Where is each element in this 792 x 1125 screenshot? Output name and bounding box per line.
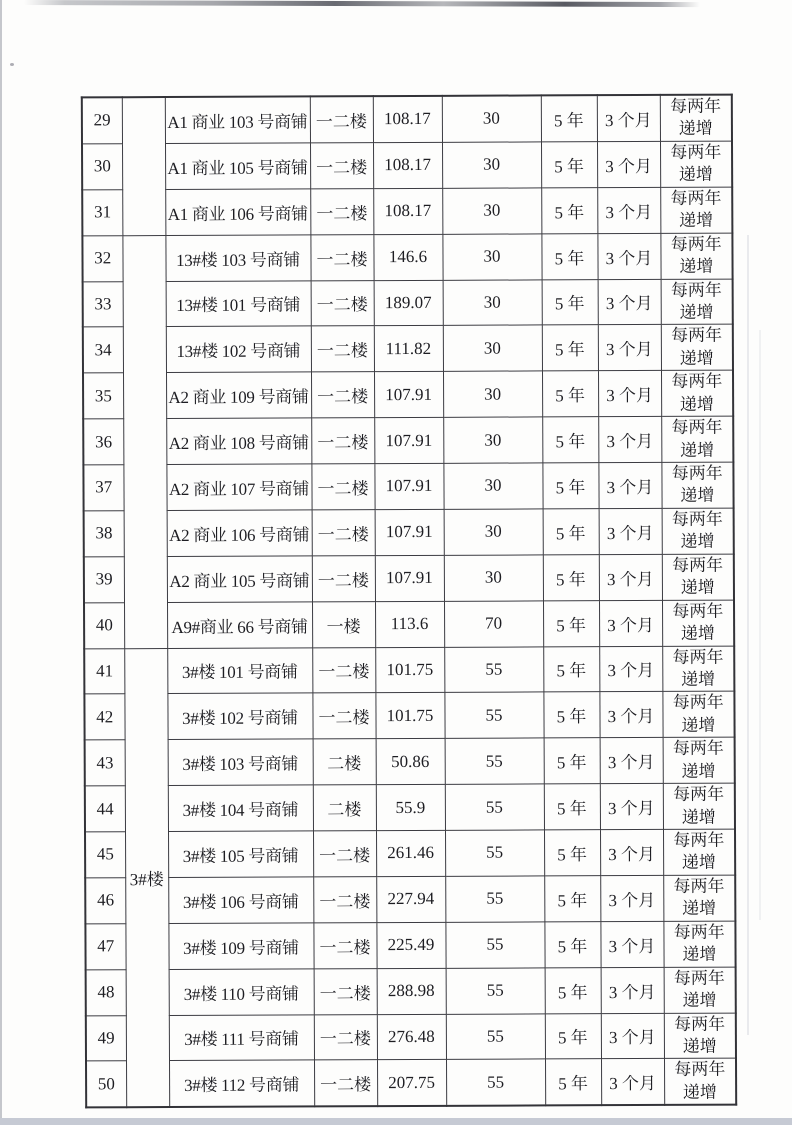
scan-streak [759, 330, 761, 920]
cell-shop-name: A2 商业 106 号商铺 [167, 510, 312, 557]
table-row [82, 95, 732, 144]
cell-increase: 每两年 递增 [663, 783, 735, 829]
cell-floor: 一二楼 [313, 877, 376, 923]
cell-floor: 一二楼 [314, 1014, 377, 1060]
cell-floor: 一二楼 [311, 372, 374, 418]
cell-lease-term: 5 年 [544, 738, 600, 784]
cell-area: 107.91 [374, 463, 443, 509]
table-row [86, 1058, 736, 1107]
cell-col6-value: 30 [444, 509, 543, 555]
cell-row-no: 43 [85, 740, 125, 786]
cell-col6-value: 55 [445, 830, 544, 876]
cell-lease-term: 5 年 [545, 1059, 601, 1106]
cell-lease-term: 5 年 [541, 142, 597, 188]
cell-period: 3 个月 [599, 692, 662, 738]
cell-col6-value: 30 [444, 555, 543, 601]
cell-increase: 每两年 递增 [661, 416, 733, 462]
cell-lease-term: 5 年 [543, 509, 599, 555]
table-row [84, 554, 734, 603]
scan-edge-bottom [0, 1118, 792, 1125]
cell-lease-term: 5 年 [543, 646, 599, 692]
cell-shop-name: 3#楼 102 号商铺 [167, 693, 312, 740]
cell-period: 3 个月 [600, 829, 663, 875]
cell-area: 50.86 [376, 739, 445, 785]
scan-smudge [10, 63, 14, 66]
cell-floor: 一二楼 [310, 143, 373, 189]
cell-lease-term: 5 年 [544, 830, 600, 876]
cell-row-no: 49 [86, 1015, 126, 1061]
table-row [83, 416, 733, 465]
cell-floor: 一二楼 [311, 418, 374, 464]
cell-lease-term: 5 年 [542, 279, 598, 325]
table-row [84, 600, 734, 649]
cell-area: 276.48 [377, 1014, 446, 1060]
cell-col6-value: 30 [443, 463, 542, 509]
cell-shop-name: A2 商业 108 号商铺 [166, 418, 311, 465]
cell-row-no: 45 [85, 832, 125, 878]
cell-period: 3 个月 [601, 967, 664, 1013]
table-row [85, 875, 735, 924]
cell-period: 3 个月 [599, 646, 662, 692]
table-row [83, 279, 733, 328]
cell-col6-value: 55 [445, 784, 544, 830]
cell-area: 261.46 [376, 830, 445, 876]
cell-area: 107.91 [374, 417, 443, 463]
cell-row-no: 50 [86, 1061, 126, 1108]
cell-lease-term: 5 年 [544, 784, 600, 830]
cell-period: 3 个月 [597, 141, 660, 187]
cell-increase: 每两年 递增 [662, 646, 734, 692]
cell-floor: 一二楼 [313, 922, 376, 968]
cell-increase: 每两年 递增 [663, 921, 735, 967]
cell-floor: 一二楼 [312, 555, 375, 601]
lease-table-body [82, 95, 736, 1108]
cell-increase: 每两年 递增 [663, 875, 735, 921]
cell-floor: 一二楼 [312, 647, 375, 693]
cell-area: 111.82 [374, 326, 443, 372]
cell-area: 288.98 [377, 968, 446, 1014]
table-row [85, 829, 735, 878]
shop-lease-table [81, 94, 737, 1109]
cell-floor: 一二楼 [310, 188, 373, 234]
table-row [85, 921, 735, 970]
cell-area: 227.94 [376, 876, 445, 922]
cell-col6-value: 55 [444, 692, 543, 738]
cell-area: 101.75 [375, 647, 444, 693]
cell-shop-name: 3#楼 101 号商铺 [167, 647, 312, 694]
table-row [86, 967, 736, 1016]
cell-floor: 一二楼 [313, 831, 376, 877]
cell-increase: 每两年 递增 [662, 554, 734, 600]
cell-area: 225.49 [376, 922, 445, 968]
cell-lease-term: 5 年 [542, 325, 598, 371]
cell-floor: 二楼 [313, 739, 376, 785]
cell-row-no: 39 [84, 556, 124, 602]
cell-period: 3 个月 [598, 325, 661, 371]
cell-lease-term: 5 年 [544, 876, 600, 922]
cell-lease-term: 5 年 [543, 692, 599, 738]
cell-shop-name: 3#楼 105 号商铺 [168, 831, 313, 878]
cell-area: 207.75 [377, 1060, 446, 1107]
cell-col6-value: 55 [445, 922, 544, 968]
cell-floor: 一二楼 [312, 510, 375, 556]
cell-area: 108.17 [373, 188, 442, 234]
cell-col6-value: 55 [446, 1013, 545, 1059]
cell-increase: 每两年 递增 [663, 829, 735, 875]
cell-period: 3 个月 [601, 1013, 664, 1059]
cell-row-no: 40 [84, 602, 124, 648]
table-row [83, 324, 733, 373]
cell-lease-term: 5 年 [543, 554, 599, 600]
cell-period: 3 个月 [599, 554, 662, 600]
cell-area: 113.6 [375, 601, 444, 647]
cell-row-no: 41 [84, 648, 124, 694]
cell-lease-term: 5 年 [542, 371, 598, 417]
cell-area: 146.6 [373, 234, 442, 280]
cell-lease-term: 5 年 [541, 95, 597, 142]
cell-period: 3 个月 [600, 738, 663, 784]
cell-increase: 每两年 递增 [661, 279, 733, 325]
cell-row-no: 32 [82, 235, 122, 281]
cell-col6-value: 30 [443, 371, 542, 417]
cell-period: 3 个月 [601, 1059, 664, 1106]
cell-floor: 一二楼 [310, 234, 373, 280]
cell-increase: 每两年 递增 [664, 967, 736, 1013]
cell-shop-name: A2 商业 105 号商铺 [167, 556, 312, 603]
cell-floor: 二楼 [313, 785, 376, 831]
cell-period: 3 个月 [598, 371, 661, 417]
cell-floor: 一二楼 [314, 1060, 377, 1107]
cell-row-no: 47 [85, 923, 125, 969]
scan-edge-top [24, 0, 700, 7]
cell-lease-term: 5 年 [541, 187, 597, 233]
cell-row-no: 29 [82, 97, 122, 144]
cell-floor: 一二楼 [312, 693, 375, 739]
cell-increase: 每两年 递增 [660, 141, 732, 187]
table-row [82, 141, 732, 190]
table-row [85, 783, 735, 832]
cell-row-no: 44 [85, 786, 125, 832]
cell-building-group [122, 97, 166, 235]
cell-lease-term: 5 年 [541, 233, 597, 279]
cell-shop-name: 3#楼 103 号商铺 [168, 739, 313, 786]
cell-shop-name: 3#楼 109 号商铺 [168, 923, 313, 970]
cell-shop-name: A2 商业 109 号商铺 [166, 372, 311, 419]
cell-col6-value: 30 [442, 188, 541, 234]
cell-period: 3 个月 [597, 233, 660, 279]
cell-area: 108.17 [373, 142, 442, 188]
cell-increase: 每两年 递增 [660, 187, 732, 233]
scan-streak [747, 235, 749, 1035]
cell-increase: 每两年 递增 [662, 600, 734, 646]
cell-floor: 一二楼 [311, 464, 374, 510]
cell-col6-value: 55 [444, 646, 543, 692]
table-row [83, 370, 733, 419]
cell-lease-term: 5 年 [544, 921, 600, 967]
table-row [86, 1013, 736, 1062]
cell-floor: 一二楼 [310, 96, 373, 143]
cell-shop-name: 3#楼 112 号商铺 [169, 1060, 314, 1107]
cell-building-group: 3#楼 [124, 648, 169, 1107]
cell-row-no: 38 [84, 511, 124, 557]
cell-shop-name: A9#商业 66 号商铺 [167, 602, 312, 649]
cell-col6-value: 30 [442, 95, 541, 142]
cell-col6-value: 55 [445, 876, 544, 922]
cell-shop-name: 3#楼 104 号商铺 [168, 785, 313, 832]
cell-shop-name: A1 商业 103 号商铺 [165, 96, 310, 143]
cell-period: 3 个月 [599, 600, 662, 646]
cell-shop-name: A2 商业 107 号商铺 [166, 464, 311, 511]
cell-col6-value: 55 [445, 738, 544, 784]
cell-period: 3 个月 [600, 784, 663, 830]
cell-lease-term: 5 年 [545, 1013, 601, 1059]
cell-lease-term: 5 年 [542, 463, 598, 509]
cell-period: 3 个月 [598, 279, 661, 325]
cell-col6-value: 30 [443, 325, 542, 371]
cell-row-no: 46 [85, 878, 125, 924]
cell-lease-term: 5 年 [545, 967, 601, 1013]
cell-col6-value: 55 [446, 968, 545, 1014]
table-row [82, 233, 732, 282]
cell-lease-term: 5 年 [542, 417, 598, 463]
cell-building-group [122, 235, 167, 648]
cell-floor: 一二楼 [311, 280, 374, 326]
cell-shop-name: A1 商业 105 号商铺 [165, 143, 310, 190]
cell-increase: 每两年 递增 [661, 370, 733, 416]
cell-area: 107.91 [374, 372, 443, 418]
scan-edge-left [0, 0, 2, 1125]
cell-col6-value: 30 [443, 417, 542, 463]
cell-floor: 一二楼 [311, 326, 374, 372]
cell-increase: 每两年 递增 [664, 1013, 736, 1059]
cell-row-no: 36 [83, 419, 123, 465]
cell-col6-value: 55 [446, 1059, 545, 1106]
cell-col6-value: 30 [442, 234, 541, 280]
cell-increase: 每两年 递增 [664, 1058, 736, 1105]
cell-col6-value: 30 [442, 142, 541, 188]
cell-row-no: 30 [82, 144, 122, 190]
table-row [82, 187, 732, 236]
cell-shop-name: 13#楼 101 号商铺 [166, 280, 311, 327]
cell-area: 107.91 [375, 509, 444, 555]
cell-increase: 每两年 递增 [663, 737, 735, 783]
cell-floor: 一楼 [312, 601, 375, 647]
cell-row-no: 37 [83, 465, 123, 511]
cell-row-no: 48 [86, 969, 126, 1015]
cell-increase: 每两年 递增 [662, 508, 734, 554]
cell-shop-name: 3#楼 106 号商铺 [168, 877, 313, 924]
cell-floor: 一二楼 [314, 968, 377, 1014]
cell-area: 107.91 [375, 555, 444, 601]
cell-row-no: 31 [82, 189, 122, 235]
cell-period: 3 个月 [598, 462, 661, 508]
cell-area: 55.9 [376, 784, 445, 830]
cell-row-no: 42 [84, 694, 124, 740]
table-row [84, 646, 734, 695]
cell-period: 3 个月 [600, 921, 663, 967]
cell-period: 3 个月 [597, 187, 660, 233]
cell-period: 3 个月 [599, 508, 662, 554]
cell-increase: 每两年 递增 [660, 233, 732, 279]
cell-lease-term: 5 年 [543, 600, 599, 646]
cell-area: 101.75 [375, 693, 444, 739]
cell-period: 3 个月 [598, 417, 661, 463]
cell-col6-value: 30 [443, 279, 542, 325]
table-row [85, 737, 735, 786]
cell-increase: 每两年 递增 [660, 95, 732, 142]
cell-increase: 每两年 递增 [662, 691, 734, 737]
cell-increase: 每两年 递增 [661, 324, 733, 370]
cell-increase: 每两年 递增 [661, 462, 733, 508]
table-row [84, 691, 734, 740]
cell-row-no: 35 [83, 373, 123, 419]
cell-area: 108.17 [373, 96, 442, 143]
cell-shop-name: 13#楼 102 号商铺 [166, 326, 311, 373]
cell-period: 3 个月 [600, 875, 663, 921]
cell-shop-name: A1 商业 106 号商铺 [165, 189, 310, 236]
table-row [83, 462, 733, 511]
cell-row-no: 33 [83, 281, 123, 327]
cell-shop-name: 3#楼 110 号商铺 [169, 969, 314, 1016]
cell-area: 189.07 [374, 280, 443, 326]
cell-row-no: 34 [83, 327, 123, 373]
table-row [84, 508, 734, 557]
cell-col6-value: 70 [444, 601, 543, 647]
cell-shop-name: 13#楼 103 号商铺 [165, 235, 310, 282]
cell-shop-name: 3#楼 111 号商铺 [169, 1014, 314, 1061]
cell-period: 3 个月 [597, 95, 660, 142]
